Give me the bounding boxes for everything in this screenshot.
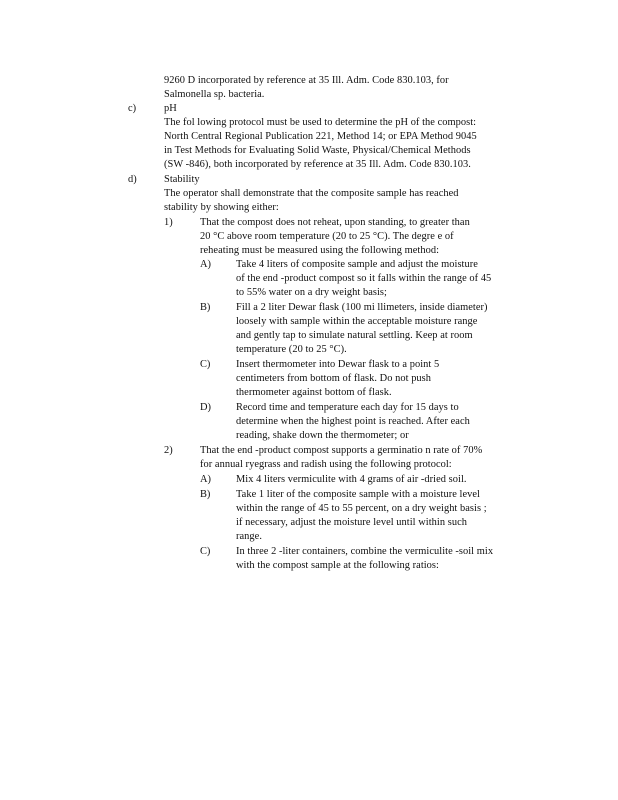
section-c-line: The fol lowing protocol must be used to determine the pH of the compost: — [164, 117, 477, 128]
item-1-line: reheating must be measured using the following method: — [200, 245, 440, 256]
section-c-line: in Test Methods for Evaluating Solid Waste, Physical/Chemical Methods — [164, 145, 471, 156]
item-1b-line: loosely with sample within the acceptable moisture range — [236, 316, 478, 327]
item-1b-marker: B) — [200, 302, 211, 313]
item-1-line: 20 °C above room temperature (20 to 25 °C). The degre e of — [200, 231, 454, 242]
item-2b-line: within the range of 45 to 55 percent, on a dry weight basis ; — [236, 503, 487, 514]
item-2c-marker: C) — [200, 546, 211, 557]
section-c-line: (SW -846), both incorporated by reference at 35 Ill. Adm. Code 830.103. — [164, 159, 471, 170]
item-2-line: for annual ryegrass and radish using the following protocol: — [200, 459, 452, 470]
item-1c-line: Insert thermometer into Dewar flask to a point 5 — [236, 359, 440, 370]
section-c-line: North Central Regional Publication 221, Method 14; or EPA Method 9045 — [164, 131, 477, 142]
item-1a-line: of the end -product compost so it falls within the range of 45 — [236, 273, 492, 284]
item-2c-line: with the compost sample at the following ratios: — [236, 560, 439, 571]
item-2a-line: Mix 4 liters vermiculite with 4 grams of air -dried soil. — [236, 474, 467, 485]
item-2b-marker: B) — [200, 489, 211, 500]
intro-line: Salmonella sp. bacteria. — [164, 89, 265, 100]
item-2b-line: if necessary, adjust the moisture level until within such — [236, 517, 468, 528]
item-1-marker: 1) — [164, 217, 173, 228]
item-1d-line: Record time and temperature each day for 15 days to — [236, 402, 459, 413]
item-1c-marker: C) — [200, 359, 211, 370]
item-1a-line: to 55% water on a dry weight basis; — [236, 287, 387, 298]
item-2b-line: Take 1 liter of the composite sample with a moisture level — [236, 489, 480, 500]
section-d-marker: d) — [128, 174, 137, 185]
item-1d-line: reading, shake down the thermometer; or — [236, 430, 409, 441]
item-1-line: That the compost does not reheat, upon standing, to greater than — [200, 217, 470, 228]
item-1b-line: and gently tap to simulate natural settling. Keep at room — [236, 330, 473, 341]
item-2-line: That the end -product compost supports a germinatio n rate of 70% — [200, 445, 483, 456]
intro-line: 9260 D incorporated by reference at 35 Ill. Adm. Code 830.103, for — [164, 75, 449, 86]
item-2a-marker: A) — [200, 474, 211, 485]
section-d-line: The operator shall demonstrate that the composite sample has reached — [164, 188, 459, 199]
section-c-marker: c) — [128, 103, 137, 114]
item-1c-line: thermometer against bottom of flask. — [236, 387, 392, 398]
item-1a-marker: A) — [200, 259, 211, 270]
section-d-title: Stability — [164, 174, 200, 185]
item-2-marker: 2) — [164, 445, 173, 456]
item-1a-line: Take 4 liters of composite sample and adjust the moisture — [236, 259, 478, 270]
item-1d-line: determine when the highest point is reached. After each — [236, 416, 470, 427]
section-d-line: stability by showing either: — [164, 202, 279, 213]
item-1b-line: temperature (20 to 25 °C). — [236, 344, 347, 355]
item-2c-line: In three 2 -liter containers, combine the vermiculite -soil mix — [236, 546, 494, 557]
item-2b-line: range. — [236, 531, 262, 542]
section-c-title: pH — [164, 103, 177, 114]
item-1c-line: centimeters from bottom of flask. Do not push — [236, 373, 432, 384]
item-1d-marker: D) — [200, 402, 211, 413]
item-1b-line: Fill a 2 liter Dewar flask (100 mi llimeters, inside diameter) — [236, 302, 488, 313]
